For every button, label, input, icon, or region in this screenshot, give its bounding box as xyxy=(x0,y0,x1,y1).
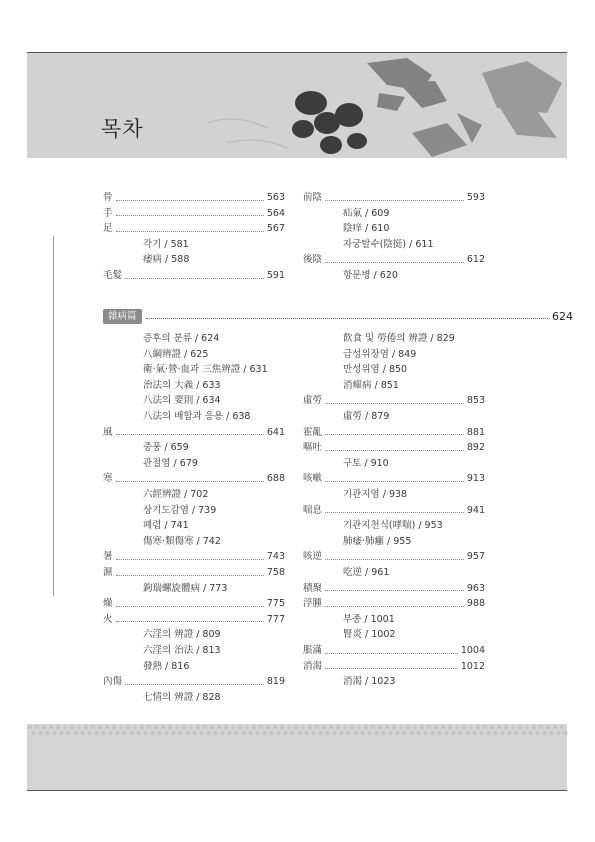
toc-entry[interactable] xyxy=(103,426,285,440)
toc-subentry[interactable]: 항문병 / 620 xyxy=(343,270,398,281)
pattern-dot xyxy=(511,725,515,729)
pattern-dot xyxy=(116,731,120,735)
toc-subentry[interactable]: 腎炎 / 1002 xyxy=(343,629,396,641)
pattern-dot xyxy=(245,725,249,729)
pattern-dot xyxy=(207,731,211,735)
pattern-dot xyxy=(441,725,445,729)
leader-dots xyxy=(146,318,548,319)
pattern-dot xyxy=(364,725,368,729)
pattern-dot xyxy=(336,725,340,729)
pattern-dot xyxy=(483,725,487,729)
pattern-dot xyxy=(88,731,92,735)
pattern-dot xyxy=(109,731,113,735)
entry-page: 612 xyxy=(466,254,485,266)
entry-label: 虛勞 xyxy=(303,395,323,407)
leader-dots xyxy=(116,434,264,435)
pattern-dot xyxy=(112,725,116,729)
entry-page: 957 xyxy=(466,551,485,563)
entry-label: 燥 xyxy=(103,598,113,610)
pattern-dot xyxy=(221,731,225,735)
pattern-dot xyxy=(396,731,400,735)
toc-entry[interactable] xyxy=(303,660,485,674)
pattern-dot xyxy=(420,725,424,729)
toc-entry[interactable] xyxy=(103,269,285,283)
entry-label: 火 xyxy=(103,613,113,625)
pattern-dot xyxy=(238,725,242,729)
pattern-dot xyxy=(546,725,550,729)
pattern-dot xyxy=(459,731,463,735)
pattern-dot xyxy=(60,731,64,735)
toc-subentry[interactable]: 관절염 / 679 xyxy=(143,457,198,469)
pattern-dot xyxy=(228,731,232,735)
toc-subentry[interactable]: 중풍 / 659 xyxy=(143,442,189,454)
pattern-dot xyxy=(179,731,183,735)
entry-page: 1012 xyxy=(460,660,485,672)
toc-entry[interactable] xyxy=(103,675,285,689)
pattern-dot xyxy=(560,725,564,729)
leader-dots xyxy=(116,231,264,232)
pattern-dot xyxy=(32,731,36,735)
toc-entry[interactable] xyxy=(103,613,285,627)
pattern-dot xyxy=(378,725,382,729)
pattern-dot xyxy=(224,725,228,729)
entry-label: 後陰 xyxy=(303,254,323,266)
pattern-dot xyxy=(522,731,526,735)
toc-subentry[interactable]: 消渴 / 1023 xyxy=(343,676,396,688)
pattern-dot xyxy=(399,725,403,729)
entry-page: 819 xyxy=(266,676,285,688)
entry-page: 1004 xyxy=(460,645,485,656)
entry-page: 941 xyxy=(466,504,485,516)
pattern-dot xyxy=(301,725,305,729)
leader-dots xyxy=(325,653,458,654)
pattern-dot xyxy=(375,731,379,735)
pattern-dot xyxy=(277,731,281,735)
pattern-dot xyxy=(294,725,298,729)
pattern-dot xyxy=(525,725,529,729)
pattern-dot xyxy=(214,731,218,735)
toc-entry[interactable] xyxy=(303,550,485,564)
leader-dots xyxy=(325,606,464,607)
entry-page: 641 xyxy=(266,426,285,438)
toc-subentry[interactable]: 飮食 및 勞倦의 辨證 / 829 xyxy=(343,333,455,344)
leader-dots xyxy=(325,262,464,263)
toc-subentry[interactable]: 급성위장염 / 849 xyxy=(343,348,417,360)
pattern-dot xyxy=(130,731,134,735)
toc-subentry[interactable]: 八法의 배합과 응용 / 638 xyxy=(143,411,251,422)
pattern-dot xyxy=(392,725,396,729)
pattern-dot xyxy=(263,731,267,735)
leader-dots xyxy=(125,278,264,279)
pattern-dot xyxy=(186,731,190,735)
entry-label: 消渴 xyxy=(303,660,323,672)
leader-dots xyxy=(116,621,264,622)
pattern-dot xyxy=(175,725,179,729)
leader-dots xyxy=(116,200,264,201)
pattern-dot xyxy=(312,731,316,735)
pattern-dot xyxy=(98,725,102,729)
pattern-dot xyxy=(119,725,123,729)
pattern-dot xyxy=(501,731,505,735)
pattern-dot xyxy=(182,725,186,729)
leader-dots xyxy=(325,668,458,669)
pattern-dot xyxy=(494,731,498,735)
pattern-dot xyxy=(67,731,71,735)
toc-subentry[interactable]: 衛·氣·營·血과 三焦辨證 / 631 xyxy=(143,364,268,376)
toc-subentry[interactable]: 虛勞 / 879 xyxy=(343,411,390,422)
pattern-dot xyxy=(403,731,407,735)
pattern-dot xyxy=(280,725,284,729)
leader-dots xyxy=(116,606,264,607)
entry-page: 564 xyxy=(266,207,285,219)
pattern-dot xyxy=(291,731,295,735)
pattern-dot xyxy=(427,725,431,729)
pattern-dot xyxy=(543,731,547,735)
pattern-dot xyxy=(469,725,473,729)
pattern-dot xyxy=(417,731,421,735)
section-badge: 雜病篇 xyxy=(103,309,142,324)
pattern-dot xyxy=(266,725,270,729)
entry-label: 內傷 xyxy=(103,676,123,688)
pattern-dot xyxy=(504,725,508,729)
toc-subentry[interactable]: 六淫의 辨證 / 809 xyxy=(143,629,221,641)
pattern-dot xyxy=(28,725,32,729)
pattern-dot xyxy=(553,725,557,729)
pattern-dot xyxy=(56,725,60,729)
toc-subentry[interactable]: 자궁탈수(陰挺) / 611 xyxy=(343,238,434,250)
pattern-dot xyxy=(172,731,176,735)
pattern-dot xyxy=(105,725,109,729)
pattern-dot xyxy=(165,731,169,735)
pattern-dot xyxy=(203,725,207,729)
pattern-dot xyxy=(102,731,106,735)
entry-label: 積聚 xyxy=(303,582,323,594)
pattern-dot xyxy=(217,725,221,729)
pattern-dot xyxy=(151,731,155,735)
toc-subentry[interactable]: 六淫의 治法 / 813 xyxy=(143,645,221,656)
pattern-dot xyxy=(249,731,253,735)
toc-subentry[interactable]: 七情의 辨證 / 828 xyxy=(143,691,221,703)
entry-page: 758 xyxy=(266,567,285,578)
pattern-dot xyxy=(77,725,81,729)
toc-entry[interactable] xyxy=(103,472,285,486)
leader-dots xyxy=(325,481,464,482)
pattern-dot xyxy=(147,725,151,729)
pattern-dot xyxy=(455,725,459,729)
entry-page: 688 xyxy=(266,473,285,485)
toc-subentry[interactable]: 八法의 要則 / 634 xyxy=(143,395,221,407)
toc-subentry[interactable]: 治法의 大義 / 633 xyxy=(143,379,221,391)
toc-entry[interactable] xyxy=(103,207,285,221)
toc-subentry[interactable]: 기관지염 / 938 xyxy=(343,489,408,500)
section-page: 624 xyxy=(552,309,573,323)
toc-subentry[interactable]: 증후의 분류 / 624 xyxy=(143,333,220,344)
pattern-dot xyxy=(161,725,165,729)
leader-dots xyxy=(325,450,464,451)
pattern-dot xyxy=(46,731,50,735)
leader-dots xyxy=(116,575,264,576)
pattern-dot xyxy=(466,731,470,735)
entry-label: 咳逆 xyxy=(303,551,323,563)
toc-entry[interactable] xyxy=(303,191,485,205)
entry-label: 浮腫 xyxy=(303,598,323,610)
pattern-dot xyxy=(126,725,130,729)
pattern-dot xyxy=(382,731,386,735)
pattern-dot xyxy=(273,725,277,729)
toc-subentry[interactable]: 傷寒·類傷寒 / 742 xyxy=(143,535,221,547)
entry-label: 脹滿 xyxy=(303,645,323,656)
toc-subentry[interactable]: 肺痿·肺癰 / 955 xyxy=(343,535,412,547)
toc-subentry[interactable]: 吃逆 / 961 xyxy=(343,567,390,578)
pattern-dot xyxy=(319,731,323,735)
pattern-dot xyxy=(343,725,347,729)
pattern-dot xyxy=(473,731,477,735)
pattern-dot xyxy=(434,725,438,729)
pattern-dot xyxy=(326,731,330,735)
pattern-dot xyxy=(81,731,85,735)
pattern-dot xyxy=(515,731,519,735)
leader-dots xyxy=(325,559,464,560)
toc-subentry[interactable]: 鉤瑞螺旋體病 / 773 xyxy=(143,582,228,594)
pattern-dot xyxy=(35,725,39,729)
leader-dots xyxy=(125,684,264,685)
entry-page: 881 xyxy=(466,426,485,438)
pattern-dot xyxy=(487,731,491,735)
pattern-dot xyxy=(196,725,200,729)
pattern-dot xyxy=(123,731,127,735)
toc-entry[interactable] xyxy=(103,597,285,611)
toc-entry[interactable] xyxy=(303,441,485,455)
pattern-dot xyxy=(536,731,540,735)
pattern-dot xyxy=(508,731,512,735)
pattern-dot xyxy=(140,725,144,729)
pattern-dot xyxy=(518,725,522,729)
pattern-dot xyxy=(91,725,95,729)
pattern-dot xyxy=(133,725,137,729)
pattern-dot xyxy=(448,725,452,729)
toc-subentry[interactable]: 痿病 / 588 xyxy=(143,254,190,266)
entry-page: 591 xyxy=(266,270,285,281)
toc-subentry[interactable]: 陰痒 / 610 xyxy=(343,223,390,235)
toc-entry[interactable] xyxy=(303,472,485,486)
pattern-dot xyxy=(49,725,53,729)
pattern-dot xyxy=(424,731,428,735)
pattern-dot xyxy=(529,731,533,735)
toc-subentry[interactable]: 각기 / 581 xyxy=(143,238,189,250)
entry-page: 853 xyxy=(466,395,485,407)
toc-entry[interactable] xyxy=(303,394,485,408)
pattern-dot xyxy=(476,725,480,729)
entry-label: 暑 xyxy=(103,551,113,563)
pattern-dot xyxy=(347,731,351,735)
leader-dots xyxy=(116,215,264,216)
pattern-dot xyxy=(210,725,214,729)
pattern-dot xyxy=(298,731,302,735)
pattern-dot xyxy=(39,731,43,735)
leader-dots xyxy=(325,512,464,513)
toc-entry[interactable] xyxy=(103,191,285,205)
toc-entry[interactable] xyxy=(103,222,285,236)
entry-label: 前陰 xyxy=(303,192,323,203)
dot-pattern xyxy=(27,724,567,738)
toc-entry[interactable] xyxy=(103,566,285,580)
entry-page: 567 xyxy=(266,223,285,235)
pattern-dot xyxy=(539,725,543,729)
pattern-dot xyxy=(413,725,417,729)
entry-label: 嘔吐 xyxy=(303,442,323,454)
pattern-dot xyxy=(95,731,99,735)
pattern-dot xyxy=(287,725,291,729)
section-header[interactable] xyxy=(103,308,573,324)
pattern-dot xyxy=(308,725,312,729)
toc-subentry[interactable]: 六經辨證 / 702 xyxy=(143,489,209,500)
leader-dots xyxy=(325,403,464,404)
pattern-dot xyxy=(361,731,365,735)
pattern-dot xyxy=(256,731,260,735)
entry-page: 913 xyxy=(466,473,485,485)
leader-dots xyxy=(325,200,464,201)
pattern-dot xyxy=(63,725,67,729)
table-of-contents xyxy=(27,53,567,724)
pattern-dot xyxy=(252,725,256,729)
entry-page: 963 xyxy=(466,582,485,594)
pattern-dot xyxy=(158,731,162,735)
entry-label: 咳嗽 xyxy=(303,473,323,485)
pattern-dot xyxy=(490,725,494,729)
pattern-dot xyxy=(137,731,141,735)
entry-label: 手 xyxy=(103,207,113,219)
pattern-dot xyxy=(242,731,246,735)
leader-dots xyxy=(325,590,464,591)
toc-subentry[interactable]: 폐렴 / 741 xyxy=(143,520,189,532)
pattern-dot xyxy=(431,731,435,735)
entry-label: 寒 xyxy=(103,473,113,485)
toc-entry[interactable] xyxy=(303,597,485,611)
entry-label: 毛髮 xyxy=(103,270,123,281)
pattern-dot xyxy=(445,731,449,735)
toc-page xyxy=(27,52,573,791)
entry-page: 988 xyxy=(466,598,485,610)
pattern-dot xyxy=(354,731,358,735)
leader-dots xyxy=(325,434,464,435)
pattern-dot xyxy=(231,725,235,729)
pattern-dot xyxy=(189,725,193,729)
toc-subentry[interactable]: 만성위염 / 850 xyxy=(343,364,408,376)
pattern-dot xyxy=(270,731,274,735)
pattern-dot xyxy=(371,725,375,729)
entry-label: 風 xyxy=(103,426,113,438)
pattern-dot xyxy=(452,731,456,735)
pattern-dot xyxy=(259,725,263,729)
entry-label: 濕 xyxy=(103,567,113,578)
toc-subentry[interactable]: 疝氣 / 609 xyxy=(343,207,390,219)
pattern-dot xyxy=(42,725,46,729)
toc-subentry[interactable]: 消癉病 / 851 xyxy=(343,379,399,391)
pattern-dot xyxy=(168,725,172,729)
entry-label: 霍亂 xyxy=(303,426,323,438)
pattern-dot xyxy=(438,731,442,735)
toc-subentry[interactable]: 發熱 / 816 xyxy=(143,660,190,672)
pattern-dot xyxy=(350,725,354,729)
pattern-dot xyxy=(53,731,57,735)
pattern-dot xyxy=(389,731,393,735)
pattern-dot xyxy=(315,725,319,729)
toc-subentry[interactable]: 상기도감염 / 739 xyxy=(143,504,217,516)
pattern-dot xyxy=(284,731,288,735)
toc-subentry[interactable]: 부종 / 1001 xyxy=(343,613,395,625)
page-title: 목차 xyxy=(101,117,144,141)
entry-label: 骨 xyxy=(103,192,113,203)
pattern-dot xyxy=(305,731,309,735)
pattern-dot xyxy=(406,725,410,729)
pattern-dot xyxy=(564,731,568,735)
pattern-dot xyxy=(497,725,501,729)
toc-entry[interactable] xyxy=(303,582,485,596)
leader-dots xyxy=(116,559,264,560)
pattern-dot xyxy=(84,725,88,729)
toc-entry[interactable] xyxy=(303,253,485,267)
pattern-dot xyxy=(333,731,337,735)
pattern-dot xyxy=(532,725,536,729)
entry-label: 足 xyxy=(103,223,113,235)
entry-page: 563 xyxy=(266,192,285,203)
entry-page: 777 xyxy=(266,613,285,625)
toc-entry[interactable] xyxy=(303,504,485,518)
pattern-dot xyxy=(235,731,239,735)
pattern-dot xyxy=(462,725,466,729)
pattern-dot xyxy=(550,731,554,735)
pattern-dot xyxy=(385,725,389,729)
pattern-dot xyxy=(70,725,74,729)
toc-subentry[interactable]: 八綱辨證 / 625 xyxy=(143,348,209,360)
entry-page: 593 xyxy=(466,192,485,203)
pattern-dot xyxy=(368,731,372,735)
leader-dots xyxy=(116,481,264,482)
pattern-dot xyxy=(357,725,361,729)
pattern-dot xyxy=(340,731,344,735)
toc-subentry[interactable]: 기관지천식(哮喘) / 953 xyxy=(343,520,443,532)
toc-entry[interactable] xyxy=(103,550,285,564)
pattern-dot xyxy=(480,731,484,735)
pattern-dot xyxy=(329,725,333,729)
toc-subentry[interactable]: 구토 / 910 xyxy=(343,457,389,469)
entry-page: 892 xyxy=(466,442,485,454)
pattern-dot xyxy=(410,731,414,735)
pattern-dot xyxy=(557,731,561,735)
pattern-dot xyxy=(193,731,197,735)
pattern-dot xyxy=(200,731,204,735)
pattern-dot xyxy=(144,731,148,735)
entry-page: 775 xyxy=(266,598,285,610)
entry-page: 743 xyxy=(266,551,285,563)
pattern-dot xyxy=(74,731,78,735)
toc-entry[interactable] xyxy=(303,644,485,658)
pattern-dot xyxy=(154,725,158,729)
pattern-dot xyxy=(322,725,326,729)
entry-label: 喘息 xyxy=(303,504,323,516)
toc-entry[interactable] xyxy=(303,426,485,440)
